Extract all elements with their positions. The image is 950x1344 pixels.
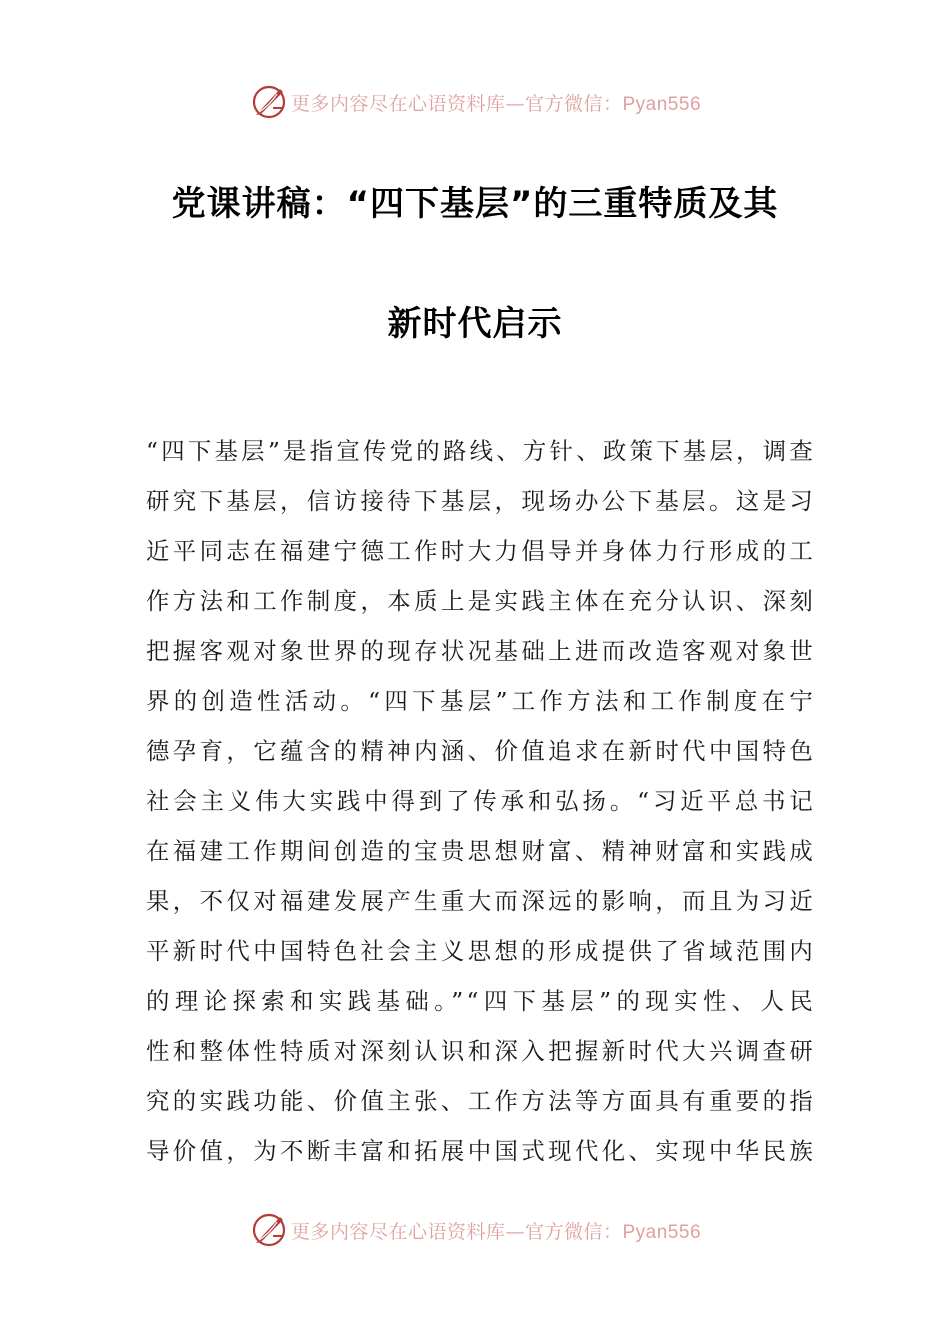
paragraph-line: 平新时代中国特色社会主义思想的形成提供了省域范围内 bbox=[146, 937, 816, 965]
paragraph-line: 在福建工作期间创造的宝贵思想财富、精神财富和实践成 bbox=[146, 837, 816, 865]
paragraph-line: 社会主义伟大实践中得到了传承和弘扬。“习近平总书记 bbox=[146, 787, 816, 815]
header-banner bbox=[0, 80, 950, 124]
paragraph-line: 性和整体性特质对深刻认识和深入把握新时代大兴调查研 bbox=[146, 1037, 816, 1065]
page-title-line-2: 新时代启示 bbox=[387, 304, 563, 344]
paragraph-line: 德孕育，它蕴含的精神内涵、价值追求在新时代中国特色 bbox=[146, 737, 816, 765]
paragraph-line: 近平同志在福建宁德工作时大力倡导并身体力行形成的工 bbox=[146, 537, 816, 565]
paragraph-line: 的理论探索和实践基础。”“四下基层”的现实性、人民 bbox=[146, 987, 816, 1015]
page-title-line-1: 党课讲稿：“四下基层”的三重特质及其 bbox=[171, 184, 779, 224]
banner-wechat-id: Pyan556 bbox=[622, 1221, 702, 1243]
banner-label: 更多内容尽在心语资料库—官方微信： bbox=[290, 1220, 623, 1243]
paragraph-line: 把握客观对象世界的现存状况基础上进而改造客观对象世 bbox=[146, 637, 816, 665]
paragraph-line: 究的实践功能、价值主张、工作方法等方面具有重要的指 bbox=[146, 1087, 816, 1115]
paragraph-line: 作方法和工作制度，本质上是实践主体在充分认识、深刻 bbox=[146, 587, 816, 615]
paragraph-line: “四下基层”是指宣传党的路线、方针、政策下基层，调查 bbox=[146, 437, 816, 465]
paragraph-line: 导价值，为不断丰富和拓展中国式现代化、实现中华民族 bbox=[146, 1137, 816, 1165]
quill-logo-icon bbox=[249, 82, 289, 122]
banner-wechat-id: Pyan556 bbox=[622, 93, 702, 115]
body-paragraph bbox=[146, 426, 816, 1176]
paragraph-line: 界的创造性活动。“四下基层”工作方法和工作制度在宁 bbox=[146, 687, 816, 715]
banner-text bbox=[291, 1217, 701, 1244]
banner-text bbox=[291, 89, 701, 116]
banner-label: 更多内容尽在心语资料库—官方微信： bbox=[290, 92, 623, 115]
paragraph-line: 果，不仅对福建发展产生重大而深远的影响，而且为习近 bbox=[146, 887, 816, 915]
quill-logo-icon bbox=[249, 1210, 289, 1250]
footer-banner bbox=[0, 1208, 950, 1252]
paragraph-line: 研究下基层，信访接待下基层，现场办公下基层。这是习 bbox=[146, 487, 816, 515]
